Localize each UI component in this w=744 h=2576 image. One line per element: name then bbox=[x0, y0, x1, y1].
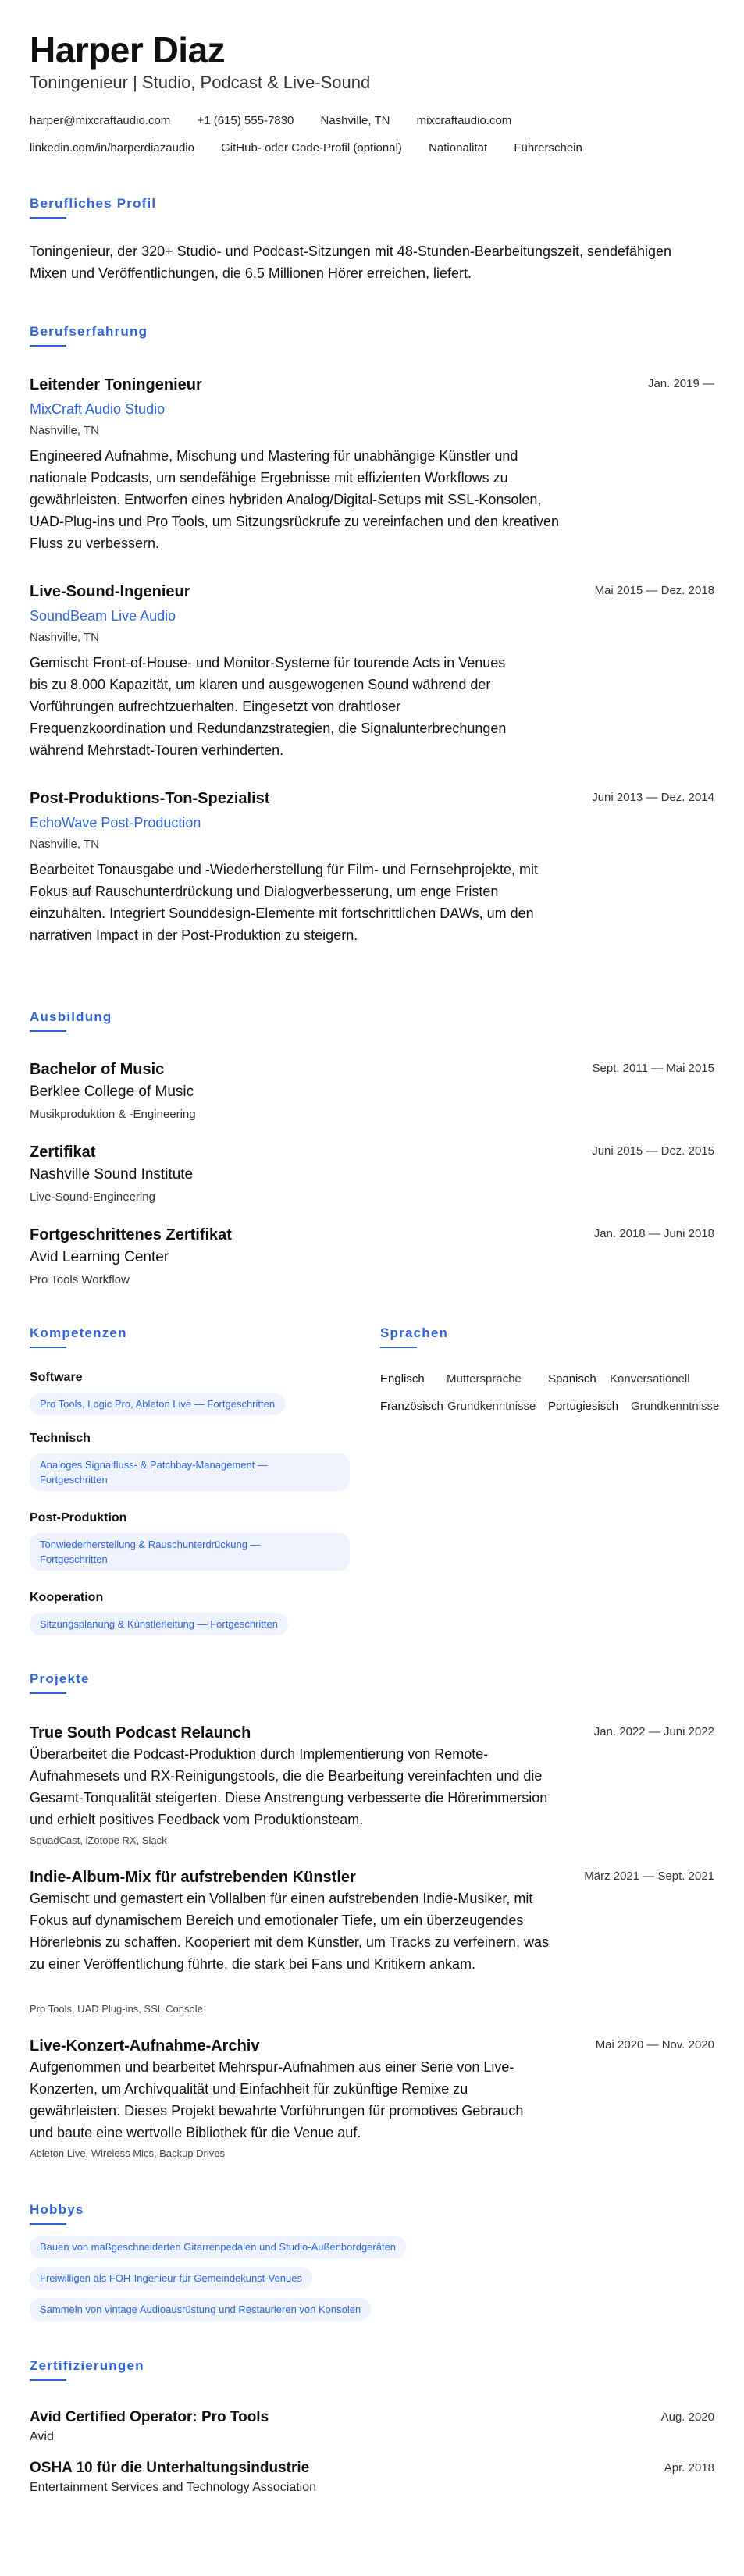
education-degree: Zertifikat bbox=[30, 1144, 96, 1161]
contact-license: Führerschein bbox=[514, 141, 582, 155]
certification-date: Apr. 2018 bbox=[664, 2461, 714, 2475]
certification-issuer: Avid bbox=[30, 2430, 54, 2443]
skill-pill-line: Fortgeschritten bbox=[40, 1553, 108, 1565]
project-description: Überarbeitet die Podcast-Produktion durch Implementierung von Remote-Aufnahmesets und RX-Reinigungstools, die die Bearbeitung vereinfachten und die Gesamt-Tonqualität steigerten. Diese Anstrengung verbesserte die Hörerimmersion und erhielt positives Feedback vom Produktionsteam. bbox=[30, 1746, 548, 1827]
contact-row-secondary bbox=[30, 141, 606, 156]
experience-date: Jan. 2019 — bbox=[647, 377, 714, 390]
contact-email[interactable]: harper@mixcraftaudio.com bbox=[30, 114, 171, 127]
education-school: Nashville Sound Institute bbox=[30, 1166, 194, 1183]
experience-role: Live-Sound-Ingenieur bbox=[30, 583, 190, 600]
education-date: Juni 2015 — Dez. 2015 bbox=[592, 1144, 714, 1158]
language-name: Portugiesisch bbox=[548, 1400, 619, 1413]
experience-description: Gemischt Front-of-House- und Monitor-Systeme für tourende Acts in Venues bis zu 8.000 Kapazität, um klaren und ausgewogenen Sound während der Vorführungen aufrechtzuerhalten. Eingesetzt von drahtloser Frequenzkoordination und Redundanzstrategien, die Signalunterbrechungen während Mehrstadt-Touren verhinderten. bbox=[30, 655, 507, 758]
experience-description: Engineered Aufnahme, Mischung und Mastering für unabhängige Künstler und nationale Podcasts, um sendefähige Ergebnisse mit effizienten Workflows zu gewährleisten. Entworfen eines hybriden Analog/Digital-Setups mit SSL-Konsolen, UAD-Plug-ins und Pro Tools, um Sitzungsrückrufe zu vereinfachen und den kreativen Fluss zu verbessern. bbox=[30, 448, 560, 551]
experience-company: SoundBeam Live Audio bbox=[30, 608, 176, 624]
project-name: Indie-Album-Mix für aufstrebenden Künstler bbox=[30, 1869, 356, 1886]
hobbies-section-title: Hobbys bbox=[30, 2202, 84, 2217]
project-description: Aufgenommen und bearbeitet Mehrspur-Aufnahmen aus einer Serie von Live-Konzerten, um Archivqualität und Einfachheit für zukünftige Remixe zu gewährleisten. Dieses Projekt bewahrte Vorführungen für promotives Gebrauch und baute eine wertvolle Bibliothek für die Venue auf. bbox=[30, 2059, 524, 2140]
hobby-pill: Sammeln von vintage Audioausrüstung und Restaurieren von Konsolen bbox=[30, 2298, 371, 2321]
experience-section-title: Berufserfahrung bbox=[30, 324, 148, 339]
education-degree: Fortgeschrittenes Zertifikat bbox=[30, 1226, 232, 1244]
contact-website[interactable]: mixcraftaudio.com bbox=[416, 114, 512, 127]
certification-name: OSHA 10 für die Unterhaltungsindustrie bbox=[30, 2460, 310, 2476]
summary-text: Toningenieur, der 320+ Studio- und Podcast-Sitzungen mit 48-Stunden-Bearbeitungszeit, sendefähigen Mixen und Veröffentlichungen, die 6,5 Millionen Hörer erreichen, liefert. bbox=[30, 244, 672, 281]
language-name: Französisch bbox=[380, 1400, 443, 1413]
education-school: Berklee College of Music bbox=[30, 1083, 194, 1100]
project-name: Live-Konzert-Aufnahme-Archiv bbox=[30, 2037, 260, 2055]
language-level: Muttersprache bbox=[447, 1372, 522, 1386]
project-tools: SquadCast, iZotope RX, Slack bbox=[30, 1834, 167, 1846]
contact-row-primary bbox=[30, 113, 535, 129]
skill-pill-line: Fortgeschritten bbox=[40, 1474, 108, 1485]
experience-location: Nashville, TN bbox=[30, 838, 99, 851]
hobby-pill: Freiwilligen als FOH-Ingenieur für Gemeindekunst-Venues bbox=[30, 2267, 312, 2290]
education-field: Musikproduktion & -Engineering bbox=[30, 1108, 196, 1121]
project-name: True South Podcast Relaunch bbox=[30, 1724, 251, 1742]
education-date: Sept. 2011 — Mai 2015 bbox=[592, 1062, 714, 1075]
project-date: Jan. 2022 — Juni 2022 bbox=[593, 1725, 714, 1738]
education-divider bbox=[30, 1030, 66, 1032]
languages-divider bbox=[380, 1347, 417, 1348]
projects-section-title: Projekte bbox=[30, 1671, 90, 1686]
language-level: Konversationell bbox=[610, 1372, 690, 1386]
certification-issuer: Entertainment Services and Technology Association bbox=[30, 2481, 317, 2494]
education-section-title: Ausbildung bbox=[30, 1009, 112, 1024]
language-name: Englisch bbox=[380, 1372, 425, 1386]
hobby-pill: Bauen von maßgeschneiderten Gitarrenpedalen und Studio-Außenbordgeräten bbox=[30, 2236, 406, 2258]
experience-description: Bearbeitet Tonausgabe und -Wiederherstellung für Film- und Fernsehprojekte, mit Fokus auf Rauschunterdrückung und Dialogverbesserung, um enge Fristen einzuhalten. Integriert Sounddesign-Elemente mit fortschrittlichen DAWs, um den narrativen Impact in der Post-Produktion zu steigern. bbox=[30, 862, 539, 943]
contact-location: Nashville, TN bbox=[320, 114, 390, 127]
language-level: Grundkenntnisse bbox=[631, 1400, 720, 1413]
education-date: Jan. 2018 — Juni 2018 bbox=[593, 1227, 714, 1240]
contact-nationality: Nationalität bbox=[429, 141, 488, 155]
experience-company: EchoWave Post-Production bbox=[30, 815, 201, 831]
skill-pill bbox=[30, 1533, 350, 1571]
contact-linkedin[interactable]: linkedin.com/in/harperdiazaudio bbox=[30, 141, 194, 155]
education-field: Live-Sound-Engineering bbox=[30, 1190, 155, 1204]
certification-name: Avid Certified Operator: Pro Tools bbox=[30, 2409, 269, 2425]
contact-github[interactable]: GitHub- oder Code-Profil (optional) bbox=[221, 141, 402, 155]
project-date: Mai 2020 — Nov. 2020 bbox=[595, 2038, 714, 2051]
project-description: Gemischt und gemastert ein Vollalben für einen aufstrebenden Indie-Musiker, mit Fokus auf dynamischem Bereich und emotionaler Tiefe, um ein überzeugendes Hörerlebnis zu schaffen. Kooperiert mit dem Künstler, um Tracks zu verfeinern, was zu einer Veröffentlichung führte, die stark bei Fans und Kritikern ankam. bbox=[30, 1891, 549, 1972]
experience-location: Nashville, TN bbox=[30, 631, 99, 644]
skill-category: Software bbox=[30, 1371, 83, 1384]
experience-location: Nashville, TN bbox=[30, 424, 99, 437]
education-school: Avid Learning Center bbox=[30, 1249, 169, 1265]
skill-category: Technisch bbox=[30, 1432, 91, 1445]
skill-pill: Sitzungsplanung & Künstlerleitung — Fortgeschritten bbox=[30, 1613, 288, 1635]
experience-company: MixCraft Audio Studio bbox=[30, 401, 166, 417]
candidate-headline: Toningenieur | Studio, Podcast & Live-Sound bbox=[30, 73, 371, 92]
skill-category: Post-Produktion bbox=[30, 1511, 127, 1525]
skill-pill-line: Tonwiederherstellung & Rauschunterdrückung — bbox=[40, 1539, 261, 1550]
experience-date: Mai 2015 — Dez. 2018 bbox=[594, 584, 714, 597]
summary-section-title: Berufliches Profil bbox=[30, 196, 157, 211]
certifications-section-title: Zertifizierungen bbox=[30, 2358, 144, 2373]
skill-category: Kooperation bbox=[30, 1591, 104, 1604]
summary-divider bbox=[30, 217, 66, 219]
skill-pill: Pro Tools, Logic Pro, Ableton Live — Fortgeschritten bbox=[30, 1393, 285, 1415]
candidate-name: Harper Diaz bbox=[30, 30, 226, 70]
contact-phone[interactable]: +1 (615) 555-7830 bbox=[197, 114, 294, 127]
project-tools: Ableton Live, Wireless Mics, Backup Drives bbox=[30, 2147, 225, 2159]
skill-pill bbox=[30, 1453, 350, 1491]
language-name: Spanisch bbox=[548, 1372, 596, 1386]
experience-divider bbox=[30, 345, 66, 347]
language-level: Grundkenntnisse bbox=[447, 1400, 536, 1413]
project-tools: Pro Tools, UAD Plug-ins, SSL Console bbox=[30, 2003, 203, 2015]
projects-divider bbox=[30, 1692, 66, 1694]
skills-divider bbox=[30, 1347, 66, 1348]
experience-date: Juni 2013 — Dez. 2014 bbox=[592, 791, 714, 804]
languages-section-title: Sprachen bbox=[380, 1325, 449, 1340]
education-degree: Bachelor of Music bbox=[30, 1061, 165, 1078]
certification-date: Aug. 2020 bbox=[660, 2411, 714, 2424]
experience-role: Leitender Toningenieur bbox=[30, 376, 202, 393]
hobbies-divider bbox=[30, 2223, 66, 2225]
project-date: März 2021 — Sept. 2021 bbox=[584, 1870, 714, 1883]
experience-role: Post-Produktions-Ton-Spezialist bbox=[30, 790, 270, 807]
skills-section-title: Kompetenzen bbox=[30, 1325, 127, 1340]
certifications-divider bbox=[30, 2379, 66, 2381]
education-field: Pro Tools Workflow bbox=[30, 1273, 130, 1286]
skill-pill-line: Analoges Signalfluss- & Patchbay-Management — bbox=[40, 1459, 268, 1471]
